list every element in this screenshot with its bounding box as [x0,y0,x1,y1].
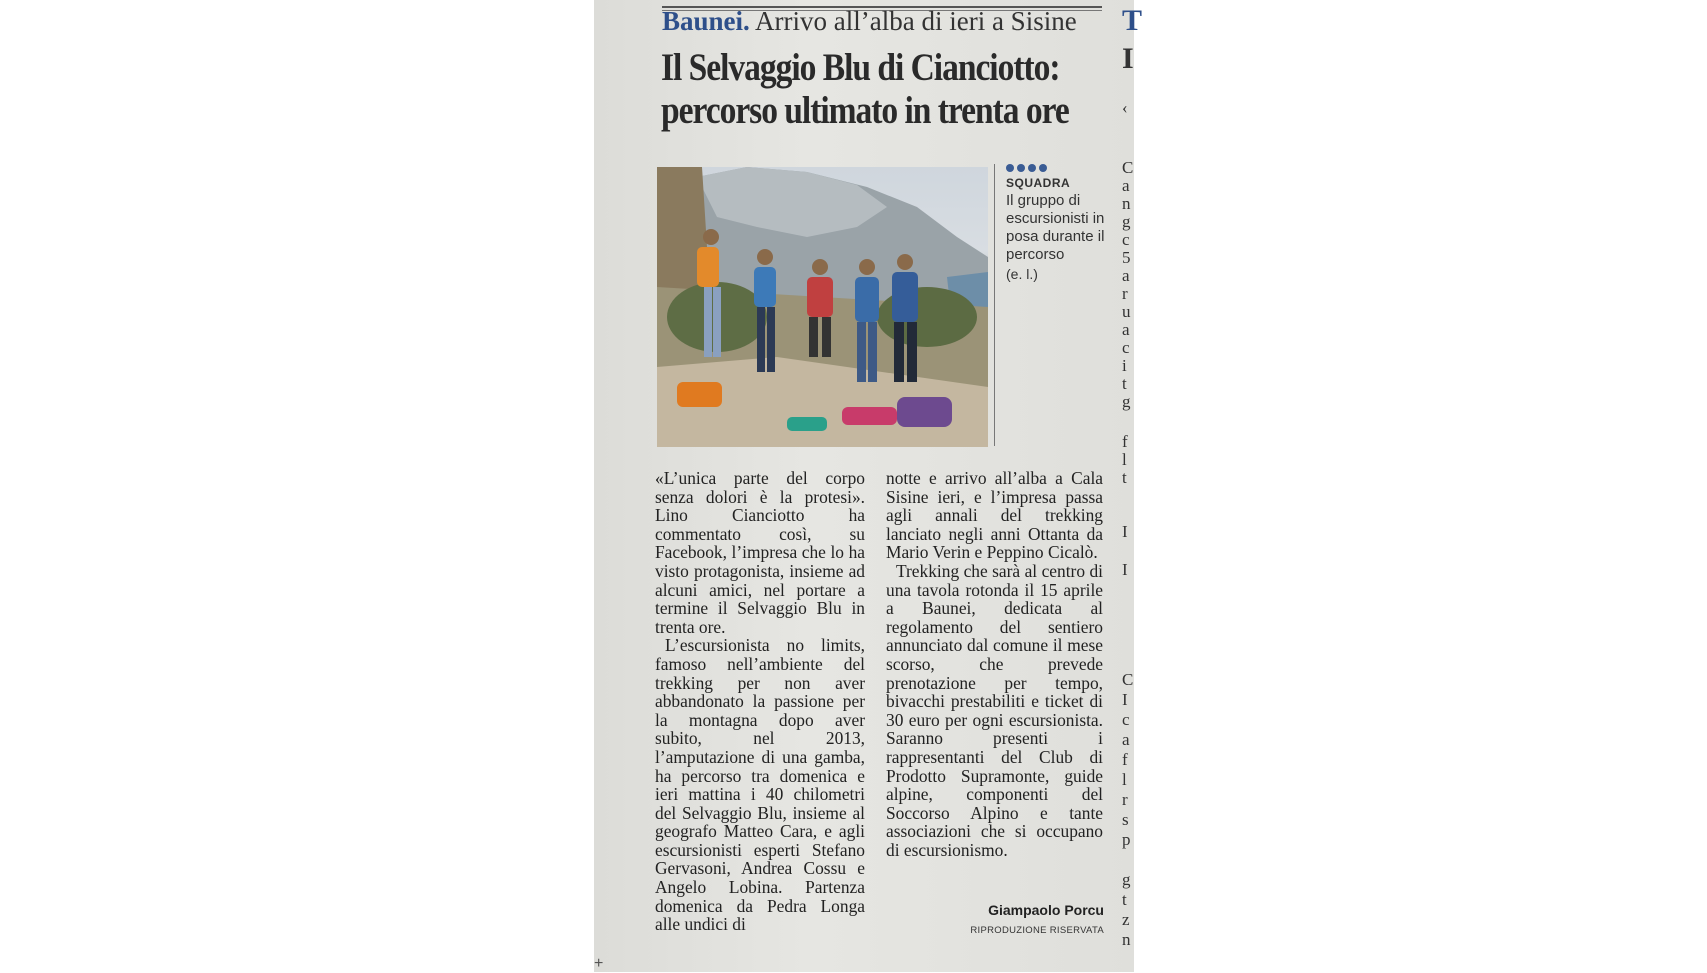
crop-mark: + [594,955,604,972]
neighbor-char: i [1122,356,1127,375]
neighbor-char: t [1122,890,1127,909]
caption-text: Il gruppo di escursionisti in posa durante il percorso [1006,192,1105,263]
neighbor-char: f [1122,432,1128,451]
neighbor-char: I [1122,690,1128,709]
neighbor-char: r [1122,790,1128,809]
neighbor-char: I [1122,42,1134,75]
kicker-location: Baunei. [662,6,750,36]
neighbor-char: T [1122,4,1143,37]
neighbor-char: g [1122,212,1131,231]
neighbor-char: 5 [1122,248,1131,267]
caption-credit: (e. l.) [1006,266,1038,282]
headline-line-2: percorso ultimato in trenta ore [661,89,1069,132]
byline: Giampaolo Porcu [988,902,1104,918]
paragraph: «L’unica parte del corpo senza dolori è la protesi». Lino Cianciotto ha commentato così, su Facebook, l’impresa che lo ha visto protagonista, insieme ad alcuni amici, nel portare a termine il Selvaggio Blu in trenta ore. [655,468,865,637]
neighbor-char: c [1122,230,1130,249]
neighbor-char: ‹ [1122,98,1128,117]
paragraph: notte e arrivo all’alba a Cala Sisine ieri, e l’impresa passa agli annali del trekking lanciato negli anni Ottanta da Mario Verin e Peppino Cicalò. [886,468,1103,563]
photo-divider [994,164,995,446]
neighbor-char: s [1122,810,1129,829]
article-headline [661,46,1069,132]
neighbor-char: g [1122,870,1131,889]
neighbor-char: I [1122,522,1128,541]
neighbor-char: r [1122,284,1128,303]
neighbor-char: t [1122,468,1127,487]
rights-notice: RIPRODUZIONE RISERVATA [970,925,1104,936]
neighbor-char: f [1122,750,1128,769]
headline-line-1: Il Selvaggio Blu di Cianciotto: [661,46,1060,89]
paragraph: L’escursionista no limits, famoso nell’ambiente del trekking per non aver abbandonato la passione per la montagna dopo aver subito, nel 2013, l’amputazione di una gamba, ha percorso tra domenica e ieri mattina i 40 chilometri del Selvaggio Blu, insieme al geografo Matteo Cara, e agli escursionisti esperti Stefano Gervasoni, Andrea Cossu e Angelo Lobina. Partenza domenica da Pedra Longa alle undici di [655,635,865,935]
hikers-photo-illustration [657,167,988,447]
neighbor-char: t [1122,374,1127,393]
kicker-text: Arrivo all’alba di ieri a Sisine [749,6,1077,36]
neighbor-char: C [1122,158,1134,177]
photo-caption [1006,164,1116,282]
neighbor-column-fragment [1122,0,1143,972]
neighbor-char: a [1122,266,1130,285]
caption-tag: SQUADRA [1006,176,1071,190]
neighbor-char: n [1122,194,1131,213]
neighbor-char: a [1122,176,1130,195]
neighbor-char: a [1122,320,1130,339]
neighbor-char: n [1122,930,1131,949]
neighbor-char: C [1122,670,1134,689]
neighbor-char: u [1122,302,1131,321]
neighbor-char: z [1122,910,1130,929]
neighbor-char: c [1122,338,1130,357]
neighbor-char: g [1122,392,1131,411]
article-column-2 [886,469,1103,859]
article-kicker [662,6,1112,37]
paragraph: Trekking che sarà al centro di una tavola rotonda il 15 aprile a Baunei, dedicata al regolamento del sentiero annunciato dal comune il mese scorso, che prevede prenotazione per tempo, bivacchi prestabiliti e ticket di 30 euro per ogni escursionista. Saranno presenti i rappresentanti del Club di Prodotto Supramonte, guide alpine, componenti del Soccorso Alpino e tante associazioni che si occupano di escursionismo. [886,560,1103,860]
neighbor-char: l [1122,770,1127,789]
article-column-1 [655,469,865,934]
caption-dots [1006,164,1116,172]
neighbor-char: I [1122,560,1128,579]
neighbor-char: p [1122,830,1131,849]
group-photo [657,167,988,447]
neighbor-char: a [1122,730,1130,749]
neighbor-char: c [1122,710,1130,729]
newspaper-clipping [594,0,1143,972]
neighbor-char: l [1122,450,1127,469]
